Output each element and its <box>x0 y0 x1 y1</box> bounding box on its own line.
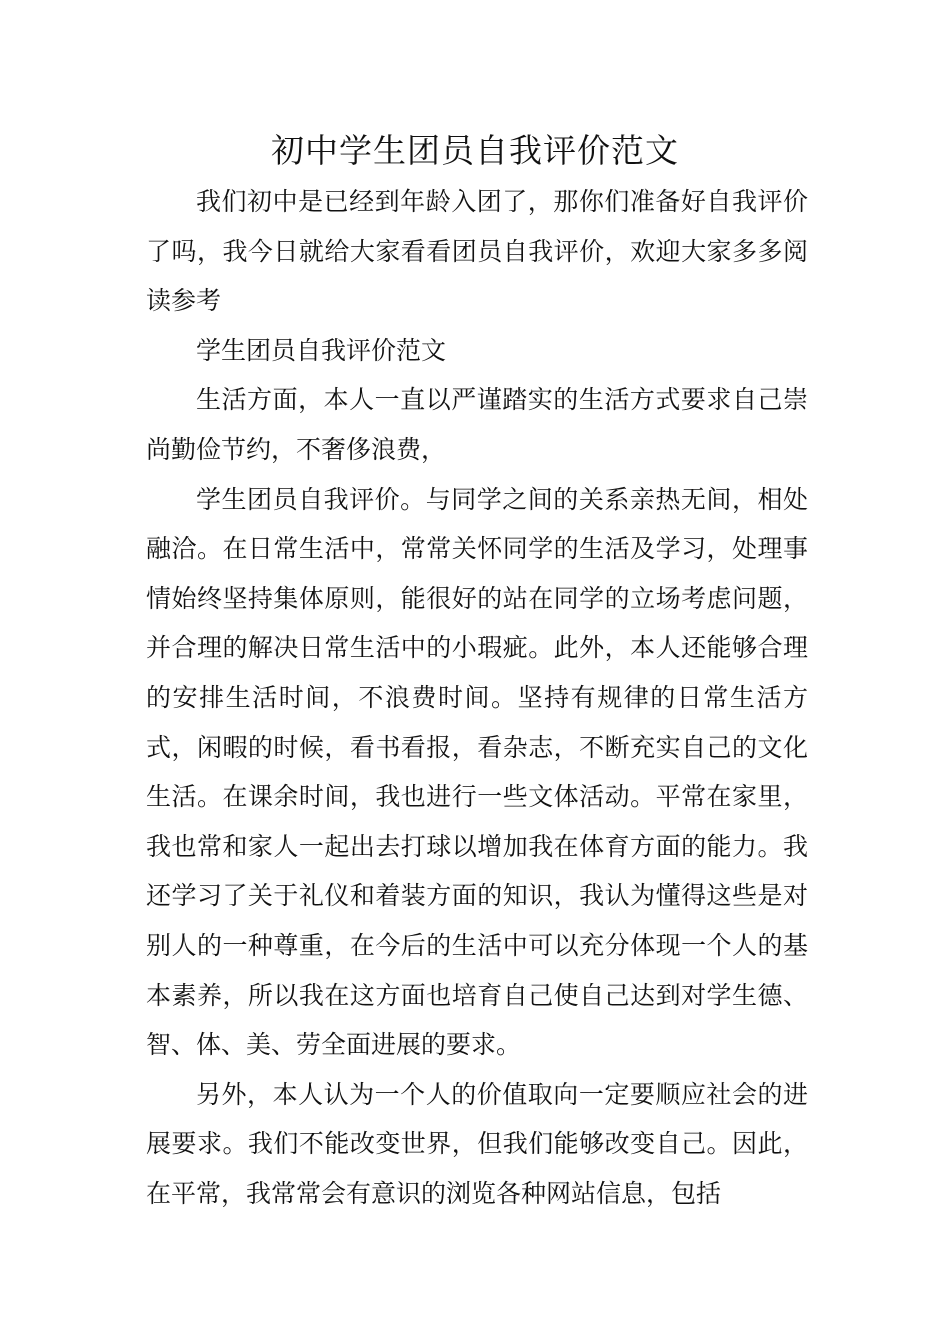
paragraph-values: 另外，本人认为一个人的价值取向一定要顺应社会的进展要求。我们不能改变世界，但我们能够改变自己。因此，在平常，我常常会有意识的浏览各种网站信息，包括 <box>146 1079 808 1208</box>
document-body <box>146 177 808 1218</box>
document-title: 初中学生团员自我评价范文 <box>271 131 679 170</box>
paragraph-self-evaluation: 学生团员自我评价。与同学之间的关系亲热无间，相处融洽。在日常生活中，常常关怀同学的生活及学习，处理事情始终坚持集体原则，能很好的站在同学的立场考虑问题，并合理的解决日常生活中的小瑕疵。此外，本人还能够合理的安排生活时间，不浪费时间。坚持有规律的日常生活方式，闲暇的时候，看书看报，看杂志，不断充实自己的文化生活。在课余时间，我也进行一些文体活动。平常在家里，我也常和家人一起出去打球以增加我在体育方面的能力。我还学习了关于礼仪和着装方面的知识，我认为懂得这些是对别人的一种尊重，在今后的生活中可以充分体现一个人的基本素养，所以我在这方面也培育自己使自己达到对学生德、智、体、美、劳全面进展的要求。 <box>146 484 808 1060</box>
paragraph-subheading: 学生团员自我评价范文 <box>196 335 447 365</box>
paragraph-life: 生活方面，本人一直以严谨踏实的生活方式要求自己崇尚勤俭节约，不奢侈浪费， <box>146 385 808 464</box>
paragraph-intro: 我们初中是已经到年龄入团了，那你们准备好自我评价了吗，我今日就给大家看看团员自我评价，欢迎大家多多阅读参考 <box>146 187 808 316</box>
